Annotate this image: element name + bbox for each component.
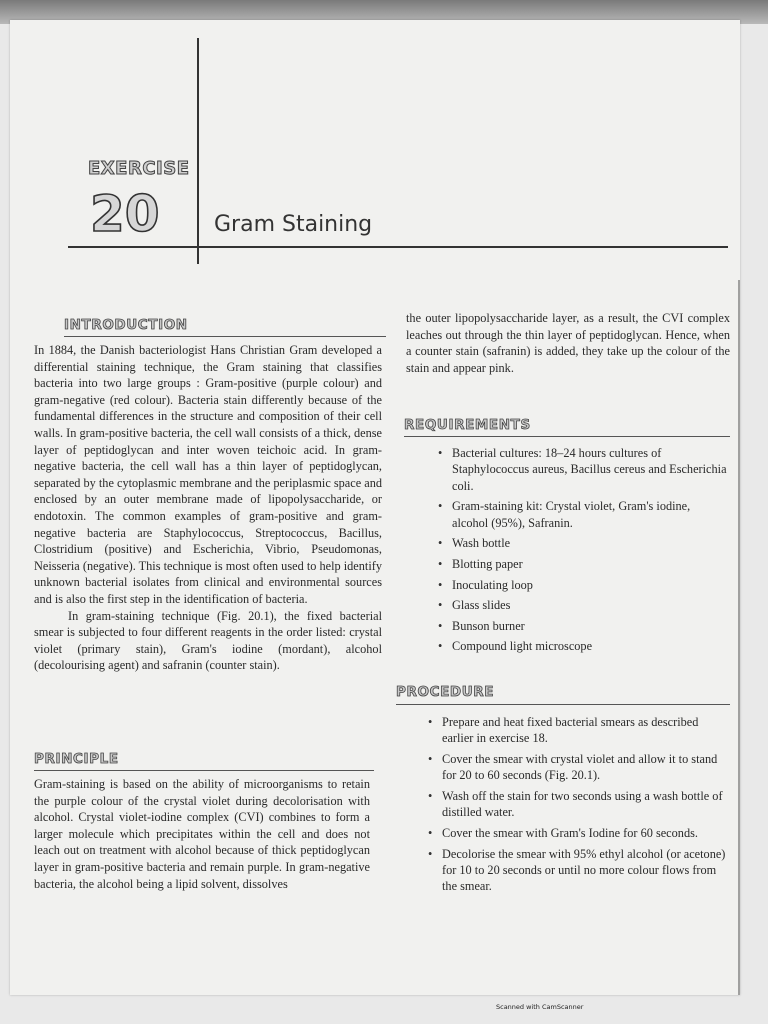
procedure-item: • Cover the smear with Gram's Iodine for 60 seconds.: [428, 825, 728, 841]
requirements-item: • Inoculating loop: [438, 577, 728, 593]
requirements-item: • Blotting paper: [438, 556, 728, 572]
requirements-item: • Wash bottle: [438, 535, 728, 551]
introduction-heading: INTRODUCTION: [64, 317, 188, 333]
title-horizontal-rule: [68, 246, 728, 248]
introduction-paragraph-2: In gram-staining technique (Fig. 20.1), the fixed bacterial smear is subjected to four different reagents in the order listed: crystal violet (primary stain), Gram's iodine (mordant), alcohol (decolourising agent) and safranin (counter stain).: [34, 608, 382, 673]
document-page: [10, 20, 740, 995]
principle-heading: PRINCIPLE: [34, 751, 119, 767]
exercise-number: 20: [90, 185, 160, 243]
requirements-heading-rule: [404, 436, 730, 437]
requirements-item: • Bacterial cultures: 18–24 hours cultures of Staphylococcus aureus, Bacillus cereus and Escherichia coli.: [438, 445, 728, 494]
scanner-watermark: Scanned with CamScanner: [496, 1003, 584, 1011]
procedure-heading-rule: [396, 704, 730, 705]
procedure-item: • Cover the smear with crystal violet and allow it to stand for 20 to 60 seconds (Fig. 20.1).: [428, 751, 728, 784]
introduction-text: [34, 342, 382, 674]
procedure-item: • Wash off the stain for two seconds using a wash bottle of distilled water.: [428, 788, 728, 821]
exercise-title: Gram Staining: [214, 212, 373, 237]
procedure-item: • Prepare and heat fixed bacterial smears as described earlier in exercise 18.: [428, 714, 728, 747]
procedure-list: [428, 714, 728, 899]
requirements-item: • Gram-staining kit: Crystal violet, Gram's iodine, alcohol (95%), Safranin.: [438, 498, 728, 531]
introduction-heading-rule: [64, 336, 386, 337]
title-vertical-rule: [197, 38, 199, 264]
requirements-heading: REQUIREMENTS: [404, 417, 531, 433]
principle-continued-paragraph: the outer lipopolysaccharide layer, as a result, the CVI complex leaches out through the thin layer of peptidoglycan. Hence, when a counter stain (safranin) is added, they take up the colour of the stain and appear pink.: [406, 311, 730, 375]
page-edge-shadow: [738, 280, 740, 995]
requirements-item: • Bunson burner: [438, 618, 728, 634]
principle-heading-rule: [34, 770, 374, 771]
exercise-label: EXERCISE: [88, 158, 190, 179]
requirements-list: [438, 445, 728, 659]
principle-paragraph: Gram-staining is based on the ability of microorganisms to retain the purple colour of the crystal violet during decolorisation with alcohol. Crystal violet-iodine complex (CVI) combines to form a larger molecule which precipitates within the cell and does not leach out on treatment with alcohol because of thick peptidoglycan layer in gram-positive bacteria and remain purple. In gram-negative bacteria, the alcohol being a lipid solvent, dissolves: [34, 777, 370, 891]
requirements-item: • Glass slides: [438, 597, 728, 613]
procedure-item: • Decolorise the smear with 95% ethyl alcohol (or acetone) for 10 to 20 seconds or until no more colour flows from the smear.: [428, 846, 728, 895]
introduction-paragraph-1: In 1884, the Danish bacteriologist Hans Christian Gram developed a differential staining technique, the Gram staining that classifies bacteria into two large groups : Gram-positive (purple colour) and gram-negative (red colour). Bacteria stain differently because of the fundamental differences in the structure and composition of their cell walls. In gram-positive bacteria, the cell wall consists of a thick, dense layer of peptidoglycan and inter woven teichoic acid. In gram-negative bacteria, the cell wall has a thin layer of peptidoglycan, separated by the cytoplasmic membrane and the periplasmic space and enclosed by an outer membrane made of lipopolysaccharide, or endotoxin. The common examples of gram-positive and gram-negative bacteria are Staphylococcus, Streptococcus, Bacillus, Clostridium (positive) and Escherichia, Vibrio, Pseudomonas, Neisseria (negative). This technique is most often used to help identify unknown bacterial isolates from clinical and environmental sources and is also the first step in the identification of bacteria.: [34, 343, 382, 606]
requirements-item: • Compound light microscope: [438, 638, 728, 654]
procedure-heading: PROCEDURE: [396, 684, 495, 700]
